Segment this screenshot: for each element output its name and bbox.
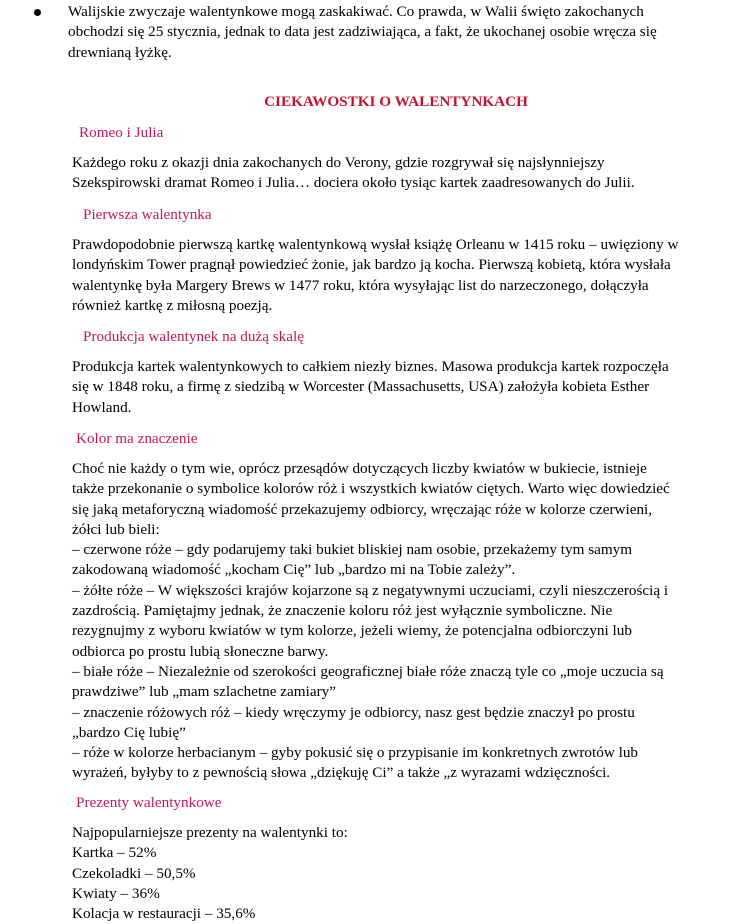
gift-stat-line: Czekoladki – 50,5% bbox=[72, 864, 196, 882]
text-line: żółci lub bieli: bbox=[72, 520, 160, 538]
text-line: rezygnujmy z wyboru kwiatów w tym kolorze, jeżeli wiemy, że potencjalna odbiorczyni lub bbox=[72, 622, 632, 640]
heading-romeo-julia: Romeo i Julia bbox=[79, 124, 164, 141]
gift-stat-line: Kartka – 52% bbox=[72, 844, 157, 862]
text-line: Choć nie każdy o tym wie, oprócz przesądów dotyczących liczby kwiatów w bukiecie, istnieje bbox=[72, 460, 647, 477]
paragraph-color-meaning bbox=[72, 459, 692, 784]
text-line: walentynkę była Margery Brews w 1477 roku, która wysyłając list do narzeczonego, dołączyła bbox=[72, 276, 649, 294]
text-line: londyńskim Tower pragnął powiedzieć żonie, jak bardzo ją kocha. Pierwszą kobietą, która wysłała bbox=[72, 256, 671, 274]
text-line: – żółte róże – W większości krajów kojarzone są z negatywnymi uczuciami, czyli nieszczerością i bbox=[72, 581, 669, 599]
text-line: Każdego roku z okazji dnia zakochanych do Verony, gdzie rozgrywał się najsłynniejszy bbox=[72, 154, 605, 171]
text-line: prawdziwe” lub „mam szlachetne zamiary” bbox=[72, 683, 336, 701]
bullet-dot bbox=[34, 9, 41, 16]
text-line: „bardzo Cię lubię” bbox=[72, 723, 186, 741]
text-line: – róże w kolorze herbacianym – gyby pokusić się o przypisanie im konkretnych zwrotów lub bbox=[72, 744, 639, 762]
text-line: – białe róże – Niezależnie od szerokości geograficznej białe róże znaczą tyle co „moje uczucia są bbox=[72, 662, 664, 680]
text-line: wyrażeń, byłyby to z pewnością słowa „dziękuję Ci” a także „z wyrazami wdzięczności. bbox=[72, 764, 611, 782]
paragraph-romeo-julia bbox=[72, 153, 692, 194]
text-line: Najpopularniejsze prezenty na walentynki to: bbox=[72, 824, 348, 841]
text-line: odbiorca po prostu lubią słoneczne barwy. bbox=[72, 642, 329, 660]
gift-stat-line: Kolacja w restauracji – 35,6% bbox=[72, 905, 256, 923]
text-line: Prawdopodobnie pierwszą kartkę walentynkową wysłał książę Orleanu w 1415 roku – uwięziony w bbox=[72, 236, 679, 253]
paragraph-first-valentine bbox=[72, 235, 692, 316]
heading-mass-production: Produkcja walentynek na dużą skalę bbox=[83, 328, 304, 345]
heading-first-valentine: Pierwsza walentynka bbox=[83, 206, 212, 223]
text-line: drewnianą łyżkę. bbox=[68, 43, 172, 61]
text-line: obchodzi się 25 stycznia, jednak to data jest zadziwiająca, a fakt, że ukochanej osobie wręcza się bbox=[68, 23, 657, 41]
text-line: zakodowaną wiadomość „kocham Cię” lub „bardzo mi na Tobie zależy”. bbox=[72, 561, 516, 579]
gift-stat-line: Kwiaty – 36% bbox=[72, 884, 160, 902]
text-line: Produkcja kartek walentynkowych to całkiem niezły biznes. Masowa produkcja kartek rozpoczęła bbox=[72, 358, 669, 375]
bullet-text bbox=[68, 2, 688, 63]
text-line: także przekonanie o symbolice kolorów róż i wszystkich kwiatów ciętych. Warto więc dowiedzieć bbox=[72, 480, 670, 498]
text-line: Walijskie zwyczaje walentynkowe mogą zaskakiwać. Co prawda, w Walii święto zakochanych bbox=[68, 3, 644, 20]
text-line: Szekspirowski dramat Romeo i Julia… dociera około tysiąc kartek zaadresowanych do Julii. bbox=[72, 174, 635, 192]
section-title: CIEKAWOSTKI O WALENTYNKACH bbox=[264, 93, 528, 110]
paragraph-valentine-gifts bbox=[72, 823, 692, 924]
heading-color-meaning: Kolor ma znaczenie bbox=[76, 430, 198, 447]
heading-valentine-gifts: Prezenty walentynkowe bbox=[76, 794, 222, 811]
paragraph-mass-production bbox=[72, 357, 692, 418]
text-line: się w 1848 roku, a firmę z siedzibą w Worcester (Massachusetts, USA) założyła kobieta Esther bbox=[72, 378, 650, 396]
text-line: Howland. bbox=[72, 398, 132, 416]
text-line: się jaką metaforyczną wiadomość przekazujemy odbiorcy, wręczając róże w kolorze czerwieni, bbox=[72, 500, 653, 518]
text-line: – znaczenie różowych róż – kiedy wręczymy je odbiorcy, nasz gest będzie znaczył po prostu bbox=[72, 703, 635, 721]
text-line: – czerwone róże – gdy podarujemy taki bukiet bliskiej nam osobie, przekażemy tym samym bbox=[72, 541, 633, 559]
text-line: również kartkę z miłosną poezją. bbox=[72, 296, 273, 314]
text-line: zazdrością. Pamiętajmy jednak, że znaczenie koloru róż jest wyłącznie symboliczne. Nie bbox=[72, 602, 613, 620]
